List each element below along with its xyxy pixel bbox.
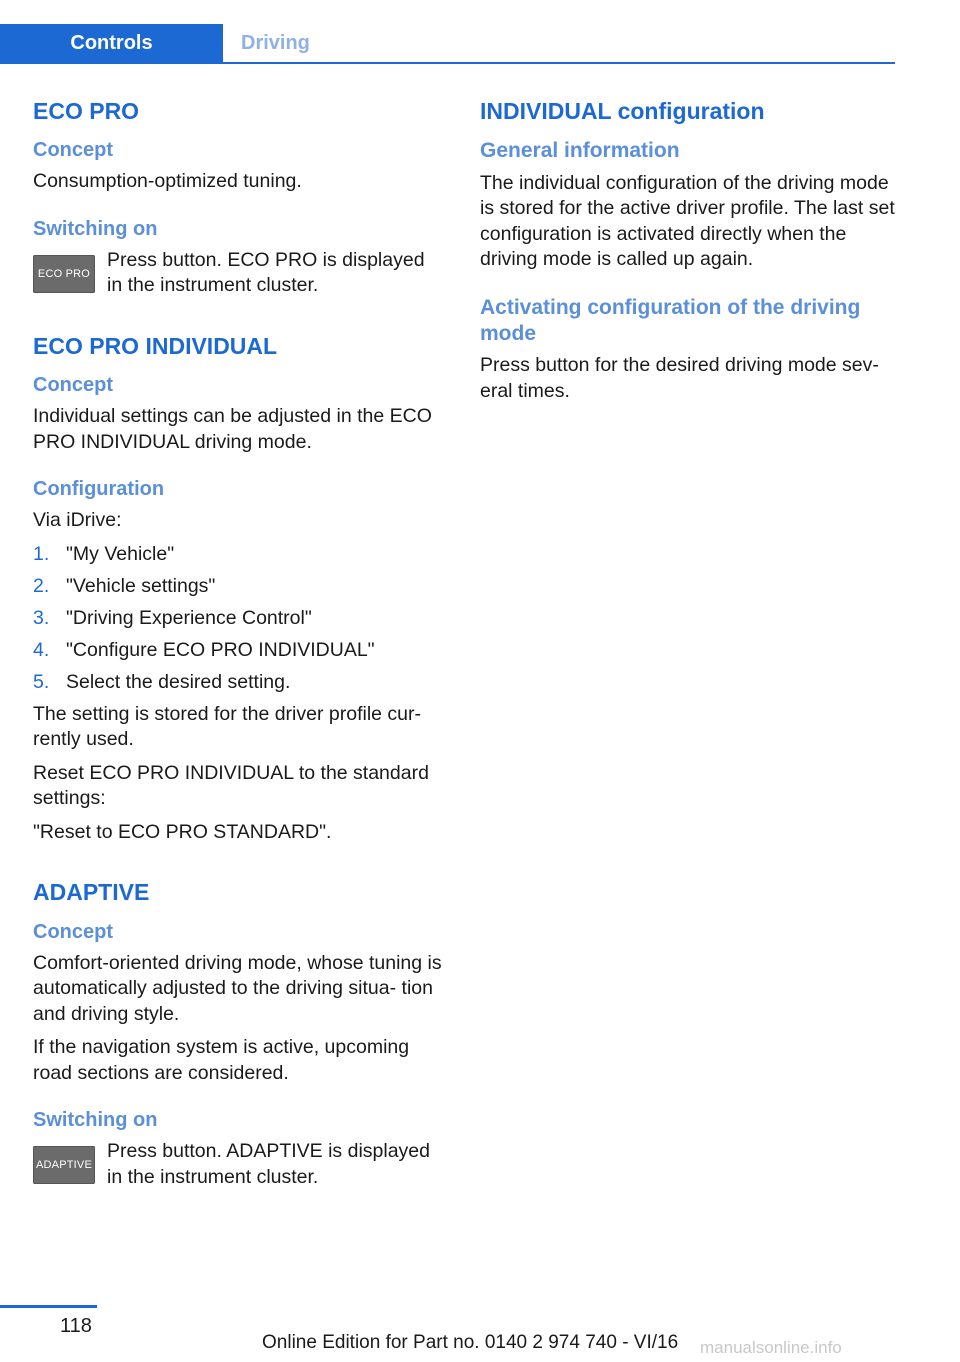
list-text: "Configure ECO PRO INDIVIDUAL" <box>66 638 375 661</box>
paragraph: Press button for the desired driving mode sev‐ eral times. <box>480 354 879 402</box>
section-title: INDIVIDUAL configuration <box>480 98 765 124</box>
list-text: "Vehicle settings" <box>66 574 216 597</box>
section-title: ECO PRO INDIVIDUAL <box>33 332 278 359</box>
paragraph: Reset ECO PRO INDIVIDUAL to the standard settings: <box>33 761 429 810</box>
paragraph: Press button. ADAPTIVE is displayed in the instrument cluster. <box>107 1140 430 1188</box>
subheading-switching-on: Switching on <box>33 1109 158 1132</box>
section-adaptive <box>33 879 443 1190</box>
footer-divider <box>0 1305 97 1308</box>
subheading-general-information: General information <box>480 139 680 163</box>
list-item <box>33 574 443 600</box>
list-number: 2. <box>33 574 50 597</box>
eco-pro-button-icon: ECO PRO <box>33 255 95 293</box>
list-number: 4. <box>33 638 50 661</box>
paragraph: The individual configuration of the driving mode is stored for the active driver profile. The last set configuration is activated directly when the driving mode is called up again. <box>480 171 895 271</box>
paragraph: Press button. ECO PRO is displayed in the instrument cluster. <box>107 248 425 297</box>
list-item <box>33 638 443 664</box>
edition-text: Online Edition for Part no. 0140 2 974 740 - VI/16 <box>262 1332 679 1353</box>
list-text: Select the desired setting. <box>66 670 291 693</box>
paragraph: The setting is stored for the driver profile cur‐ rently used. <box>33 702 421 751</box>
button-illustration-row <box>33 1139 443 1190</box>
paragraph: Consumption-optimized tuning. <box>33 170 302 193</box>
steps-list <box>33 542 443 696</box>
list-item <box>33 670 443 696</box>
subheading-switching-on: Switching on <box>33 217 158 240</box>
list-text: "My Vehicle" <box>66 542 175 565</box>
tab-driving[interactable]: Driving <box>241 31 310 54</box>
paragraph: Comfort-oriented driving mode, whose tuning is automatically adjusted to the driving situa‐ tion and driving style. <box>33 951 442 1025</box>
subheading-concept: Concept <box>33 920 113 943</box>
button-illustration-row <box>33 248 443 299</box>
left-column <box>33 98 443 1198</box>
list-number: 5. <box>33 670 50 693</box>
list-number: 3. <box>33 606 50 629</box>
list-text: "Driving Experience Control" <box>66 606 312 629</box>
subheading-configuration: Configuration <box>33 478 165 501</box>
list-item <box>33 542 443 568</box>
section-eco-pro <box>33 98 443 299</box>
list-number: 1. <box>33 542 50 565</box>
paragraph: If the navigation system is active, upcoming road sections are considered. <box>33 1036 410 1084</box>
section-individual-configuration <box>480 98 900 404</box>
subheading-concept: Concept <box>33 139 113 162</box>
paragraph: Individual settings can be adjusted in the ECO PRO INDIVIDUAL driving mode. <box>33 405 432 453</box>
subheading-activating-configuration: Activating configuration of the driving mode <box>480 295 861 345</box>
list-item <box>33 606 443 632</box>
tab-controls[interactable]: Controls <box>0 24 223 62</box>
page-number: 118 <box>60 1315 92 1337</box>
page-header <box>0 0 895 64</box>
subheading-concept: Concept <box>33 374 113 397</box>
section-title: ECO PRO <box>33 98 140 124</box>
section-eco-pro-individual <box>33 333 443 845</box>
section-title: ADAPTIVE <box>33 879 150 906</box>
paragraph: Via iDrive: <box>33 509 122 532</box>
paragraph: "Reset to ECO PRO STANDARD". <box>33 820 332 843</box>
watermark: manualsonline.info <box>700 1338 842 1357</box>
adaptive-button-icon: ADAPTIVE <box>33 1146 95 1184</box>
right-column <box>480 98 900 412</box>
